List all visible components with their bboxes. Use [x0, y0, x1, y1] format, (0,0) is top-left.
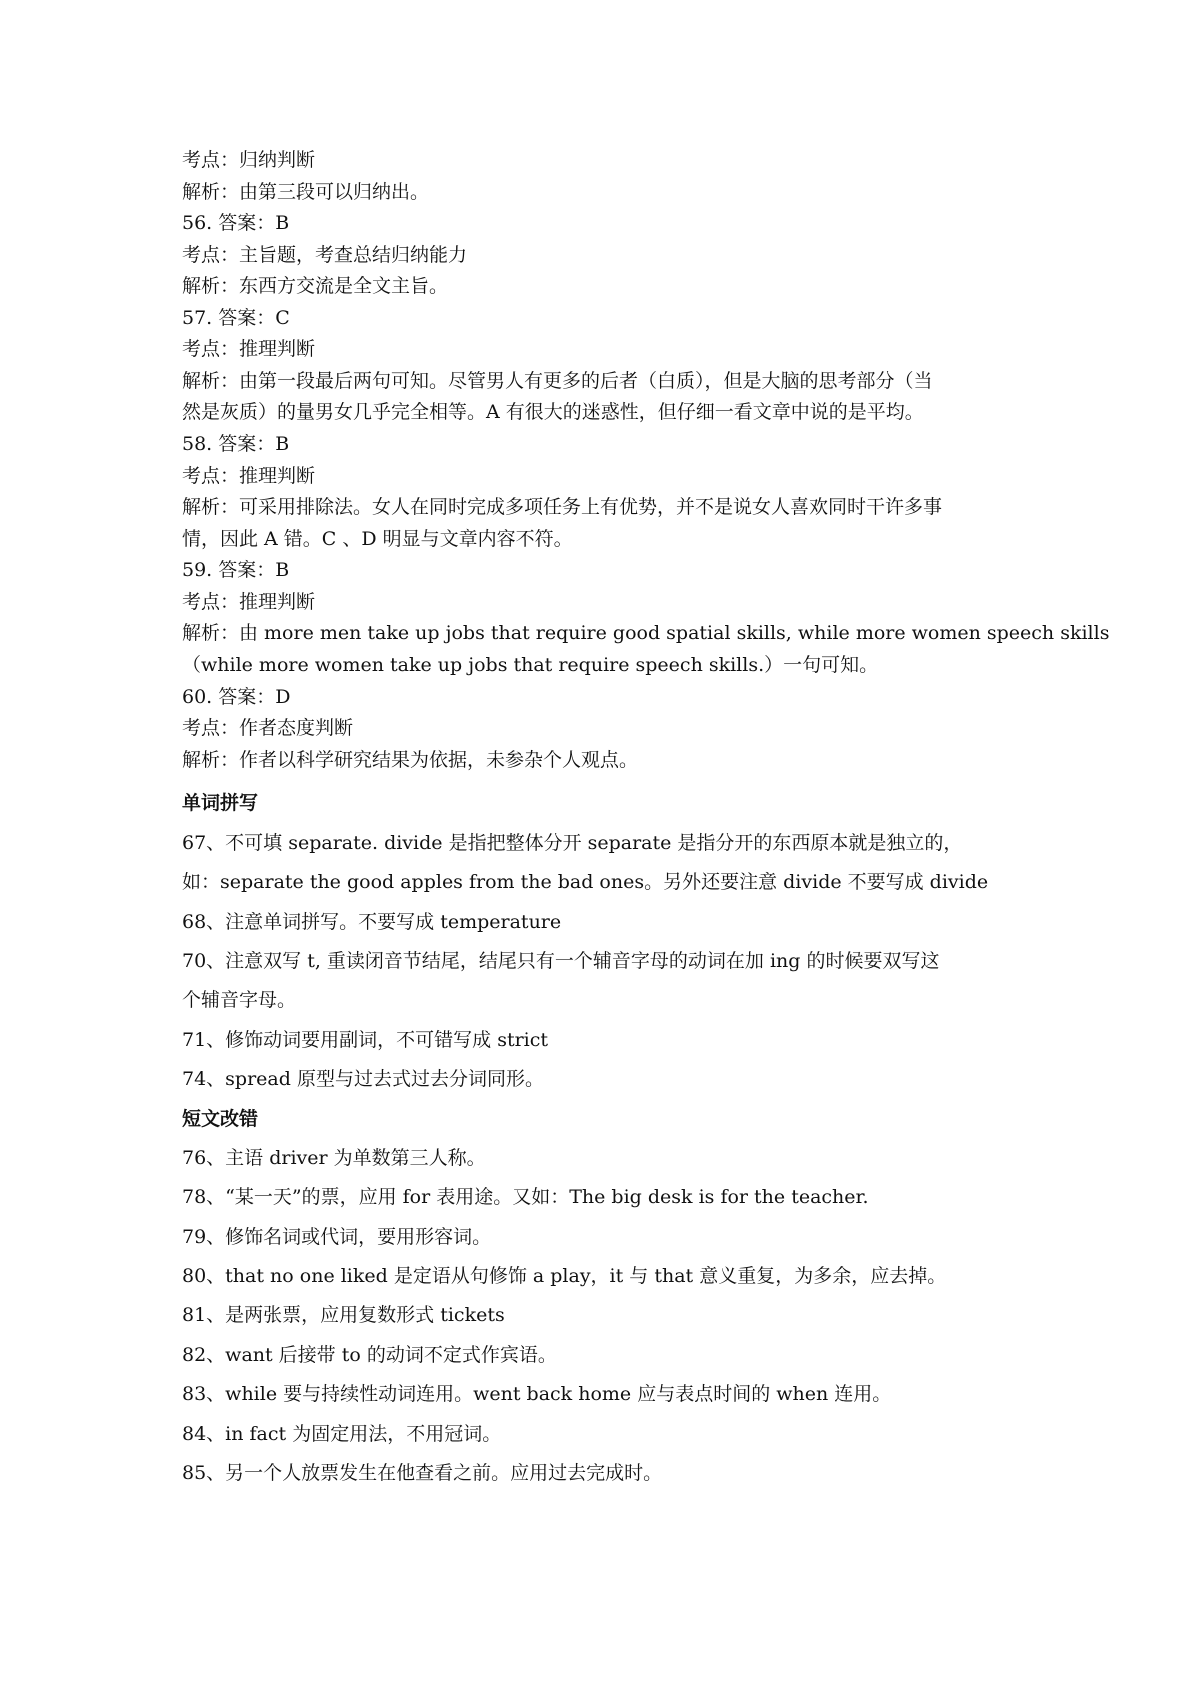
correction-note: 79、修饰名词或代词，要用形容词。 [182, 1226, 492, 1248]
reading-line: 58. 答案：B [182, 433, 290, 455]
spelling-note: 如：separate the good apples from the bad ones。另外还要注意 divide 不要写成 divide [182, 871, 989, 893]
reading-line: 解析：由 more men take up jobs that require good spatial skills, while more women speech skills [182, 622, 1110, 644]
reading-line: 然是灰质）的量男女几乎完全相等。A 有很大的迷惑性，但仔细一看文章中说的是平均。 [182, 401, 924, 423]
correction-note: 82、want 后接带 to 的动词不定式作宾语。 [182, 1344, 557, 1366]
spelling-note: 74、spread 原型与过去式过去分词同形。 [182, 1068, 544, 1090]
correction-note: 85、另一个人放票发生在他查看之前。应用过去完成时。 [182, 1462, 663, 1484]
correction-note: 81、是两张票，应用复数形式 tickets [182, 1304, 505, 1326]
reading-line: 考点：推理判断 [182, 591, 316, 613]
spelling-note: 70、注意双写 t, 重读闭音节结尾，结尾只有一个辅音字母的动词在加 ing 的时候要双写这 [182, 950, 940, 972]
reading-line: 考点：推理判断 [182, 338, 316, 360]
spelling-note: 67、不可填 separate. divide 是指把整体分开 separate 是指分开的东西原本就是独立的， [182, 832, 963, 854]
reading-line: 解析：作者以科学研究结果为依据，未参杂个人观点。 [182, 749, 639, 771]
spelling-note: 68、注意单词拼写。不要写成 temperature [182, 911, 562, 933]
reading-line: 解析：东西方交流是全文主旨。 [182, 275, 449, 297]
reading-line: 情，因此 A 错。C 、D 明显与文章内容不符。 [182, 528, 573, 550]
section-heading-correction: 短文改错 [182, 1108, 259, 1130]
spelling-note: 个辅音字母。 [182, 989, 297, 1011]
reading-line: 考点：主旨题，考查总结归纳能力 [182, 244, 468, 266]
correction-note: 83、while 要与持续性动词连用。went back home 应与表点时间的 when 连用。 [182, 1383, 892, 1405]
correction-note: 76、主语 driver 为单数第三人称。 [182, 1147, 486, 1169]
correction-note: 84、in fact 为固定用法，不用冠词。 [182, 1423, 502, 1445]
reading-line: 考点：作者态度判断 [182, 717, 354, 739]
reading-line: 考点：归纳判断 [182, 149, 316, 171]
reading-line: （while more women take up jobs that require speech skills.）一句可知。 [182, 654, 879, 676]
reading-line: 解析：由第三段可以归纳出。 [182, 181, 430, 203]
reading-line: 考点：推理判断 [182, 465, 316, 487]
reading-line: 解析：由第一段最后两句可知。尽管男人有更多的后者（白质），但是大脑的思考部分（当 [182, 370, 933, 392]
reading-line: 60. 答案：D [182, 686, 291, 708]
section-heading-spelling: 单词拼写 [182, 792, 259, 814]
reading-line: 解析：可采用排除法。女人在同时完成多项任务上有优势，并不是说女人喜欢同时干许多事 [182, 496, 943, 518]
spelling-note: 71、修饰动词要用副词，不可错写成 strict [182, 1029, 549, 1051]
reading-line: 57. 答案：C [182, 307, 290, 329]
reading-line: 59. 答案：B [182, 559, 290, 581]
correction-note: 78、“某一天”的票，应用 for 表用途。又如：The big desk is for the teacher. [182, 1186, 869, 1208]
correction-note: 80、that no one liked 是定语从句修饰 a play，it 与 that 意义重复，为多余，应去掉。 [182, 1265, 947, 1287]
reading-line: 56. 答案：B [182, 212, 290, 234]
